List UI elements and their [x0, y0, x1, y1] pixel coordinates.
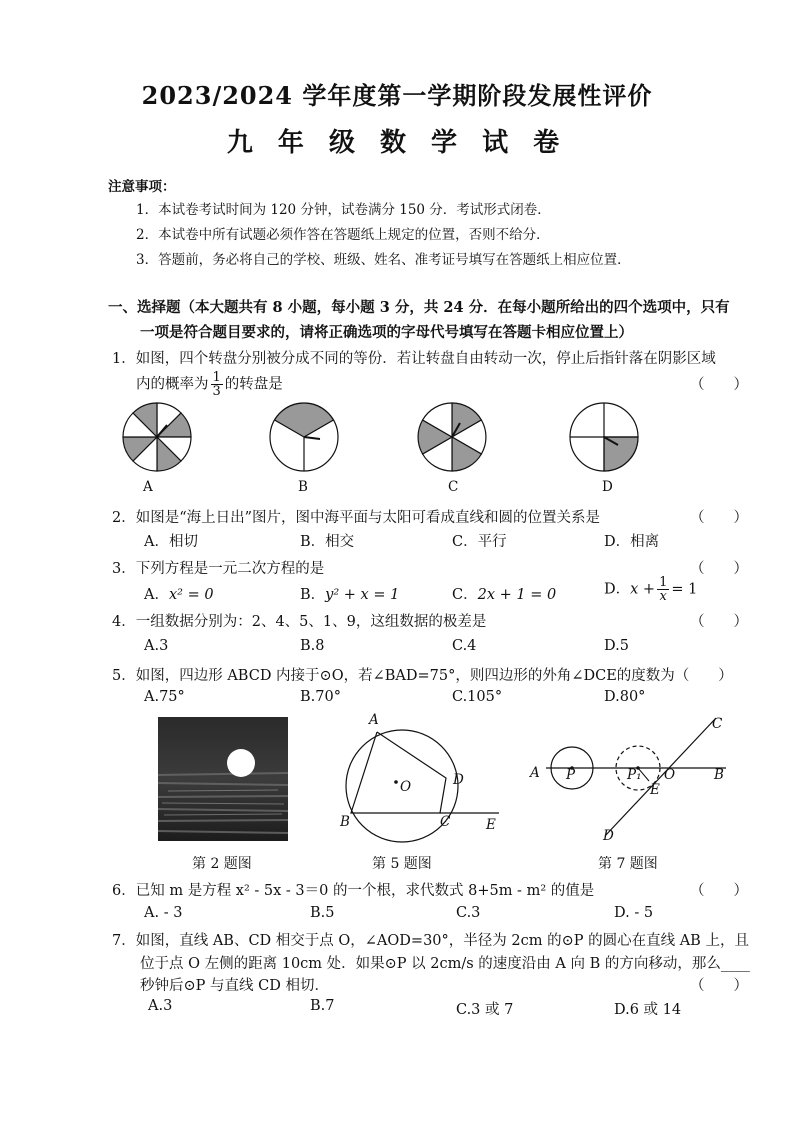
q3-option-a-letter: A．	[144, 587, 169, 603]
exam-subtitle: 九 年 级 数 学 试 卷	[226, 128, 568, 158]
q4-answer-paren: （ ）	[690, 614, 748, 630]
q3-option-a	[144, 583, 214, 604]
fig5-label-c: C	[440, 814, 451, 830]
fig7-label-e: E	[650, 782, 660, 798]
q6-option-d: D. - 5	[614, 905, 654, 921]
q2-answer-paren: （ ）	[690, 510, 748, 526]
q6-stem: 6．已知 m 是方程 x² - 5x - 3＝0 的一个根，求代数式 8+5m - m² 的值是	[112, 883, 595, 899]
sun-circle	[227, 749, 255, 777]
q1-frac-den: 3	[212, 384, 221, 399]
fig5-label-b: B	[340, 814, 350, 830]
q3-option-a-expr: x² = 0	[168, 587, 214, 603]
fig7-label-p1: P₁	[627, 767, 642, 783]
q1-stem-line2	[136, 371, 283, 398]
fig5-label-o: O	[400, 779, 412, 795]
q7-option-c: C.3 或 7	[456, 1002, 514, 1018]
q2-option-d: D．相离	[604, 534, 660, 550]
fig7-caption: 第 7 题图	[598, 856, 658, 872]
q2-option-a: A．相切	[144, 534, 198, 550]
q5-option-a: A.75°	[144, 689, 185, 705]
q5-option-c: C.105°	[452, 689, 503, 705]
q4-option-b: B.8	[300, 638, 325, 654]
q6-answer-paren: （ ）	[690, 883, 748, 899]
q7-stem-line2: 位于点 O 左侧的距离 10cm 处．如果⊙P 以 2cm/s 的速度沿由 A 向 B 的方向移动，那么____	[140, 956, 750, 972]
q6-option-c: C.3	[456, 905, 481, 921]
q3-option-d	[604, 576, 697, 603]
notice-item-3: 3．答题前，务必将自己的学校、班级、姓名、准考证号填写在答题纸上相应位置．	[136, 252, 631, 268]
q1-spinners	[110, 400, 710, 480]
fig7-label-a: A	[530, 765, 540, 781]
q7-stem-line1: 7．如图，直线 AB、CD 相交于点 O，∠AOD=30°，半径为 2cm 的⊙P 的圆心在直线 AB 上，且	[112, 933, 749, 949]
notice-item-2: 2．本试卷中所有试题必须作答在答题纸上规定的位置，否则不给分．	[136, 227, 550, 243]
q3-option-d-num: 1	[659, 575, 668, 590]
q3-option-c	[452, 583, 556, 604]
q7-stem-line3: 秒钟后⊙P 与直线 CD 相切．	[140, 978, 329, 994]
q3-option-b	[300, 583, 399, 604]
fig7-label-c: C	[712, 716, 723, 732]
fig7-label-b: B	[714, 767, 724, 783]
q3-option-d-letter: D．	[604, 581, 631, 598]
q4-option-a: A.3	[144, 638, 169, 654]
q1-answer-paren: （ ）	[690, 377, 748, 393]
q1-label-a: A	[143, 479, 153, 495]
q7-answer-paren: （ ）	[690, 978, 748, 994]
spinner-a	[123, 403, 191, 471]
q1-label-d: D	[602, 479, 613, 495]
exam-title: 2023/2024 学年度第一学期阶段发展性评价	[141, 81, 653, 110]
q3-option-d-fraction	[657, 576, 669, 603]
notice-heading: 注意事项：	[108, 179, 176, 195]
q1-stem-pre: 内的概率为	[136, 376, 209, 393]
q5-option-b: B.70°	[300, 689, 341, 705]
q1-stem-post: 的转盘是	[224, 376, 283, 393]
section-heading-line1: 一、选择题（本大题共有 8 小题，每小题 3 分，共 24 分．在每小题所给出的四个选项中，只有	[108, 299, 730, 316]
q4-stem: 4．一组数据分别为：2、4、5、1、9，这组数据的极差是	[112, 614, 487, 630]
q2-stem: 2．如图是“海上日出”图片，图中海平面与太阳可看成直线和圆的位置关系是	[112, 510, 601, 526]
q3-option-d-var: x +	[630, 581, 656, 598]
fig5-caption: 第 5 题图	[372, 856, 432, 872]
fig7-label-p: P	[566, 767, 576, 783]
fig2-sunrise-photo	[158, 717, 288, 841]
q2-option-b: B．相交	[300, 534, 355, 550]
q1-label-c: C	[448, 479, 459, 495]
q4-option-d: D.5	[604, 638, 629, 654]
fig5-label-d: D	[453, 772, 464, 788]
notice-item-1: 1．本试卷考试时间为 120 分钟，试卷满分 150 分．考试形式闭卷．	[136, 202, 551, 218]
fig5-diagram	[335, 712, 505, 844]
fig7-label-o: O	[664, 767, 676, 783]
q2-option-c: C．平行	[452, 534, 507, 550]
section-heading-line2: 一项是符合题目要求的，请将正确选项的字母代号填写在答题卡相应位置上）	[140, 324, 633, 341]
q3-stem: 3．下列方程是一元二次方程的是	[112, 561, 325, 577]
fig7-label-d: D	[603, 828, 614, 844]
q1-fraction	[211, 371, 223, 398]
q7-option-a: A.3	[148, 998, 173, 1014]
q1-stem-line1: 1．如图，四个转盘分别被分成不同的等份．若让转盘自由转动一次，停止后指针落在阴影区域	[112, 351, 716, 367]
q3-option-b-letter: B．	[300, 587, 326, 603]
q5-stem: 5．如图，四边形 ABCD 内接于⊙O，若∠BAD=75°，则四边形的外角∠DCE的度数为（ ）	[112, 668, 733, 684]
q4-option-c: C.4	[452, 638, 477, 654]
q3-option-c-expr: 2x + 1 = 0	[477, 587, 557, 603]
spinner-b	[270, 403, 338, 471]
spinner-d	[570, 403, 638, 471]
q6-option-a: A. - 3	[144, 905, 183, 921]
q3-answer-paren: （ ）	[690, 561, 748, 577]
q3-option-d-den: x	[659, 589, 667, 604]
q1-frac-num: 1	[212, 370, 221, 385]
q3-option-d-post: = 1	[671, 581, 698, 598]
q3-option-b-expr: y² + x = 1	[325, 587, 400, 603]
fig5-label-a: A	[369, 712, 379, 728]
fig2-caption: 第 2 题图	[192, 856, 252, 872]
q7-option-d: D.6 或 14	[614, 1002, 682, 1018]
q3-option-c-letter: C．	[452, 587, 478, 603]
fig5-label-e: E	[486, 817, 496, 833]
q6-option-b: B.5	[310, 905, 335, 921]
q7-option-b: B.7	[310, 998, 335, 1014]
q5-option-d: D.80°	[604, 689, 646, 705]
q1-label-b: B	[298, 479, 308, 495]
spinner-c	[418, 403, 486, 471]
